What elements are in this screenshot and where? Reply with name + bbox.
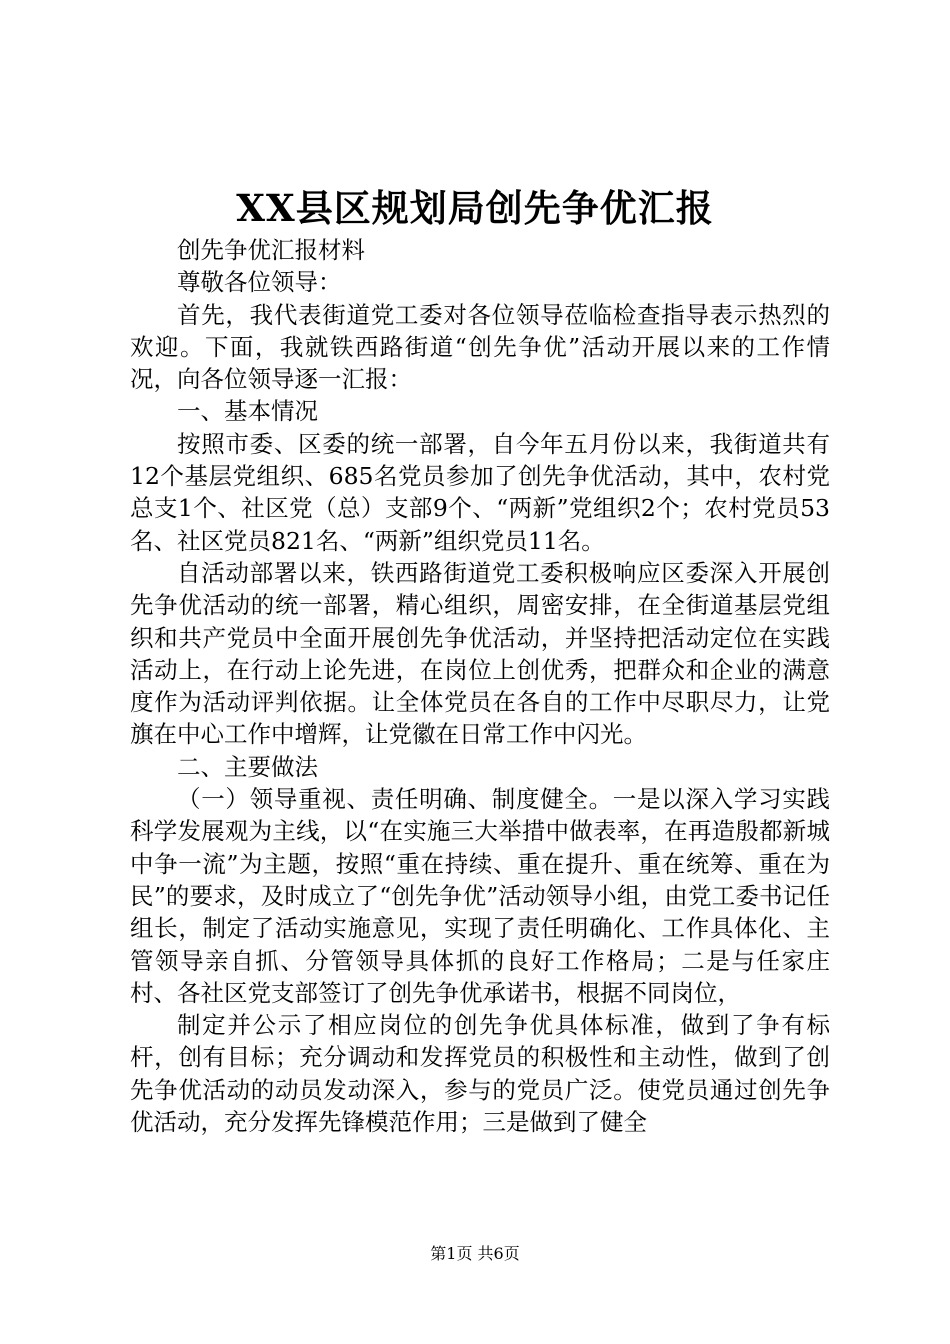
paragraph-basic-stats: 按照市委、区委的统一部署，自今年五月份以来，我街道共有12个基层党组织、685名党员参加了创先争优活动，其中，农村党总支1个、社区党（总）支部9个、“两新”党组织2个；农村党员53名、社区党员821名、“两新”组织党员11名。 (130, 429, 830, 555)
paragraph-subtitle: 创先争优汇报材料 (177, 236, 365, 264)
paragraph-salutation: 尊敬各位领导： (177, 268, 342, 297)
section-heading-basic: 一、基本情况 (177, 397, 318, 426)
section-heading-methods: 二、主要做法 (177, 752, 318, 781)
paragraph-standards: 制定并公示了相应岗位的创先争优具体标准，做到了争有标杆，创有目标；充分调动和发挥党员的积极性和主动性，做到了创先争优活动的动员发动深入，参与的党员广泛。使党员通过创先争优活动，充分发挥先锋模范作用；三是做到了健全 (130, 1011, 830, 1137)
paragraph-intro: 首先，我代表街道党工委对各位领导莅临检查指导表示热烈的欢迎。下面，我就铁西路街道“创先争优”活动开展以来的工作情况，向各位领导逐一汇报： (130, 300, 830, 394)
document-body (130, 234, 830, 1138)
paragraph-deployment: 自活动部署以来，铁西路街道党工委积极响应区委深入开展创先争优活动的统一部署，精心组织，周密安排，在全街道基层党组织和共产党员中全面开展创先争优活动，并坚持把活动定位在实践活动上，在行动上论先进，在岗位上创优秀，把群众和企业的满意度作为活动评判依据。让全体党员在各自的工作中尽职尽力，让党旗在中心工作中增辉，让党徽在日常工作中闪光。 (130, 558, 830, 749)
paragraph-leadership: （一）领导重视、责任明确、制度健全。一是以深入学习实践科学发展观为主线，以“在实施三大举措中做表率，在再造殷都新城中争一流”为主题，按照“重在持续、重在提升、重在统筹、重在为民”的要求，及时成立了“创先争优”活动领导小组，由党工委书记任组长，制定了活动实施意见，实现了责任明确化、工作具体化、主管领导亲自抓、分管领导具体抓的良好工作格局；二是与任家庄村、各社区党支部签订了创先争优承诺书，根据不同岗位， (130, 785, 830, 1007)
page-footer: 第1页 共6页 (430, 1244, 520, 1263)
document-title: XX县区规划局创先争优汇报 (236, 186, 714, 230)
